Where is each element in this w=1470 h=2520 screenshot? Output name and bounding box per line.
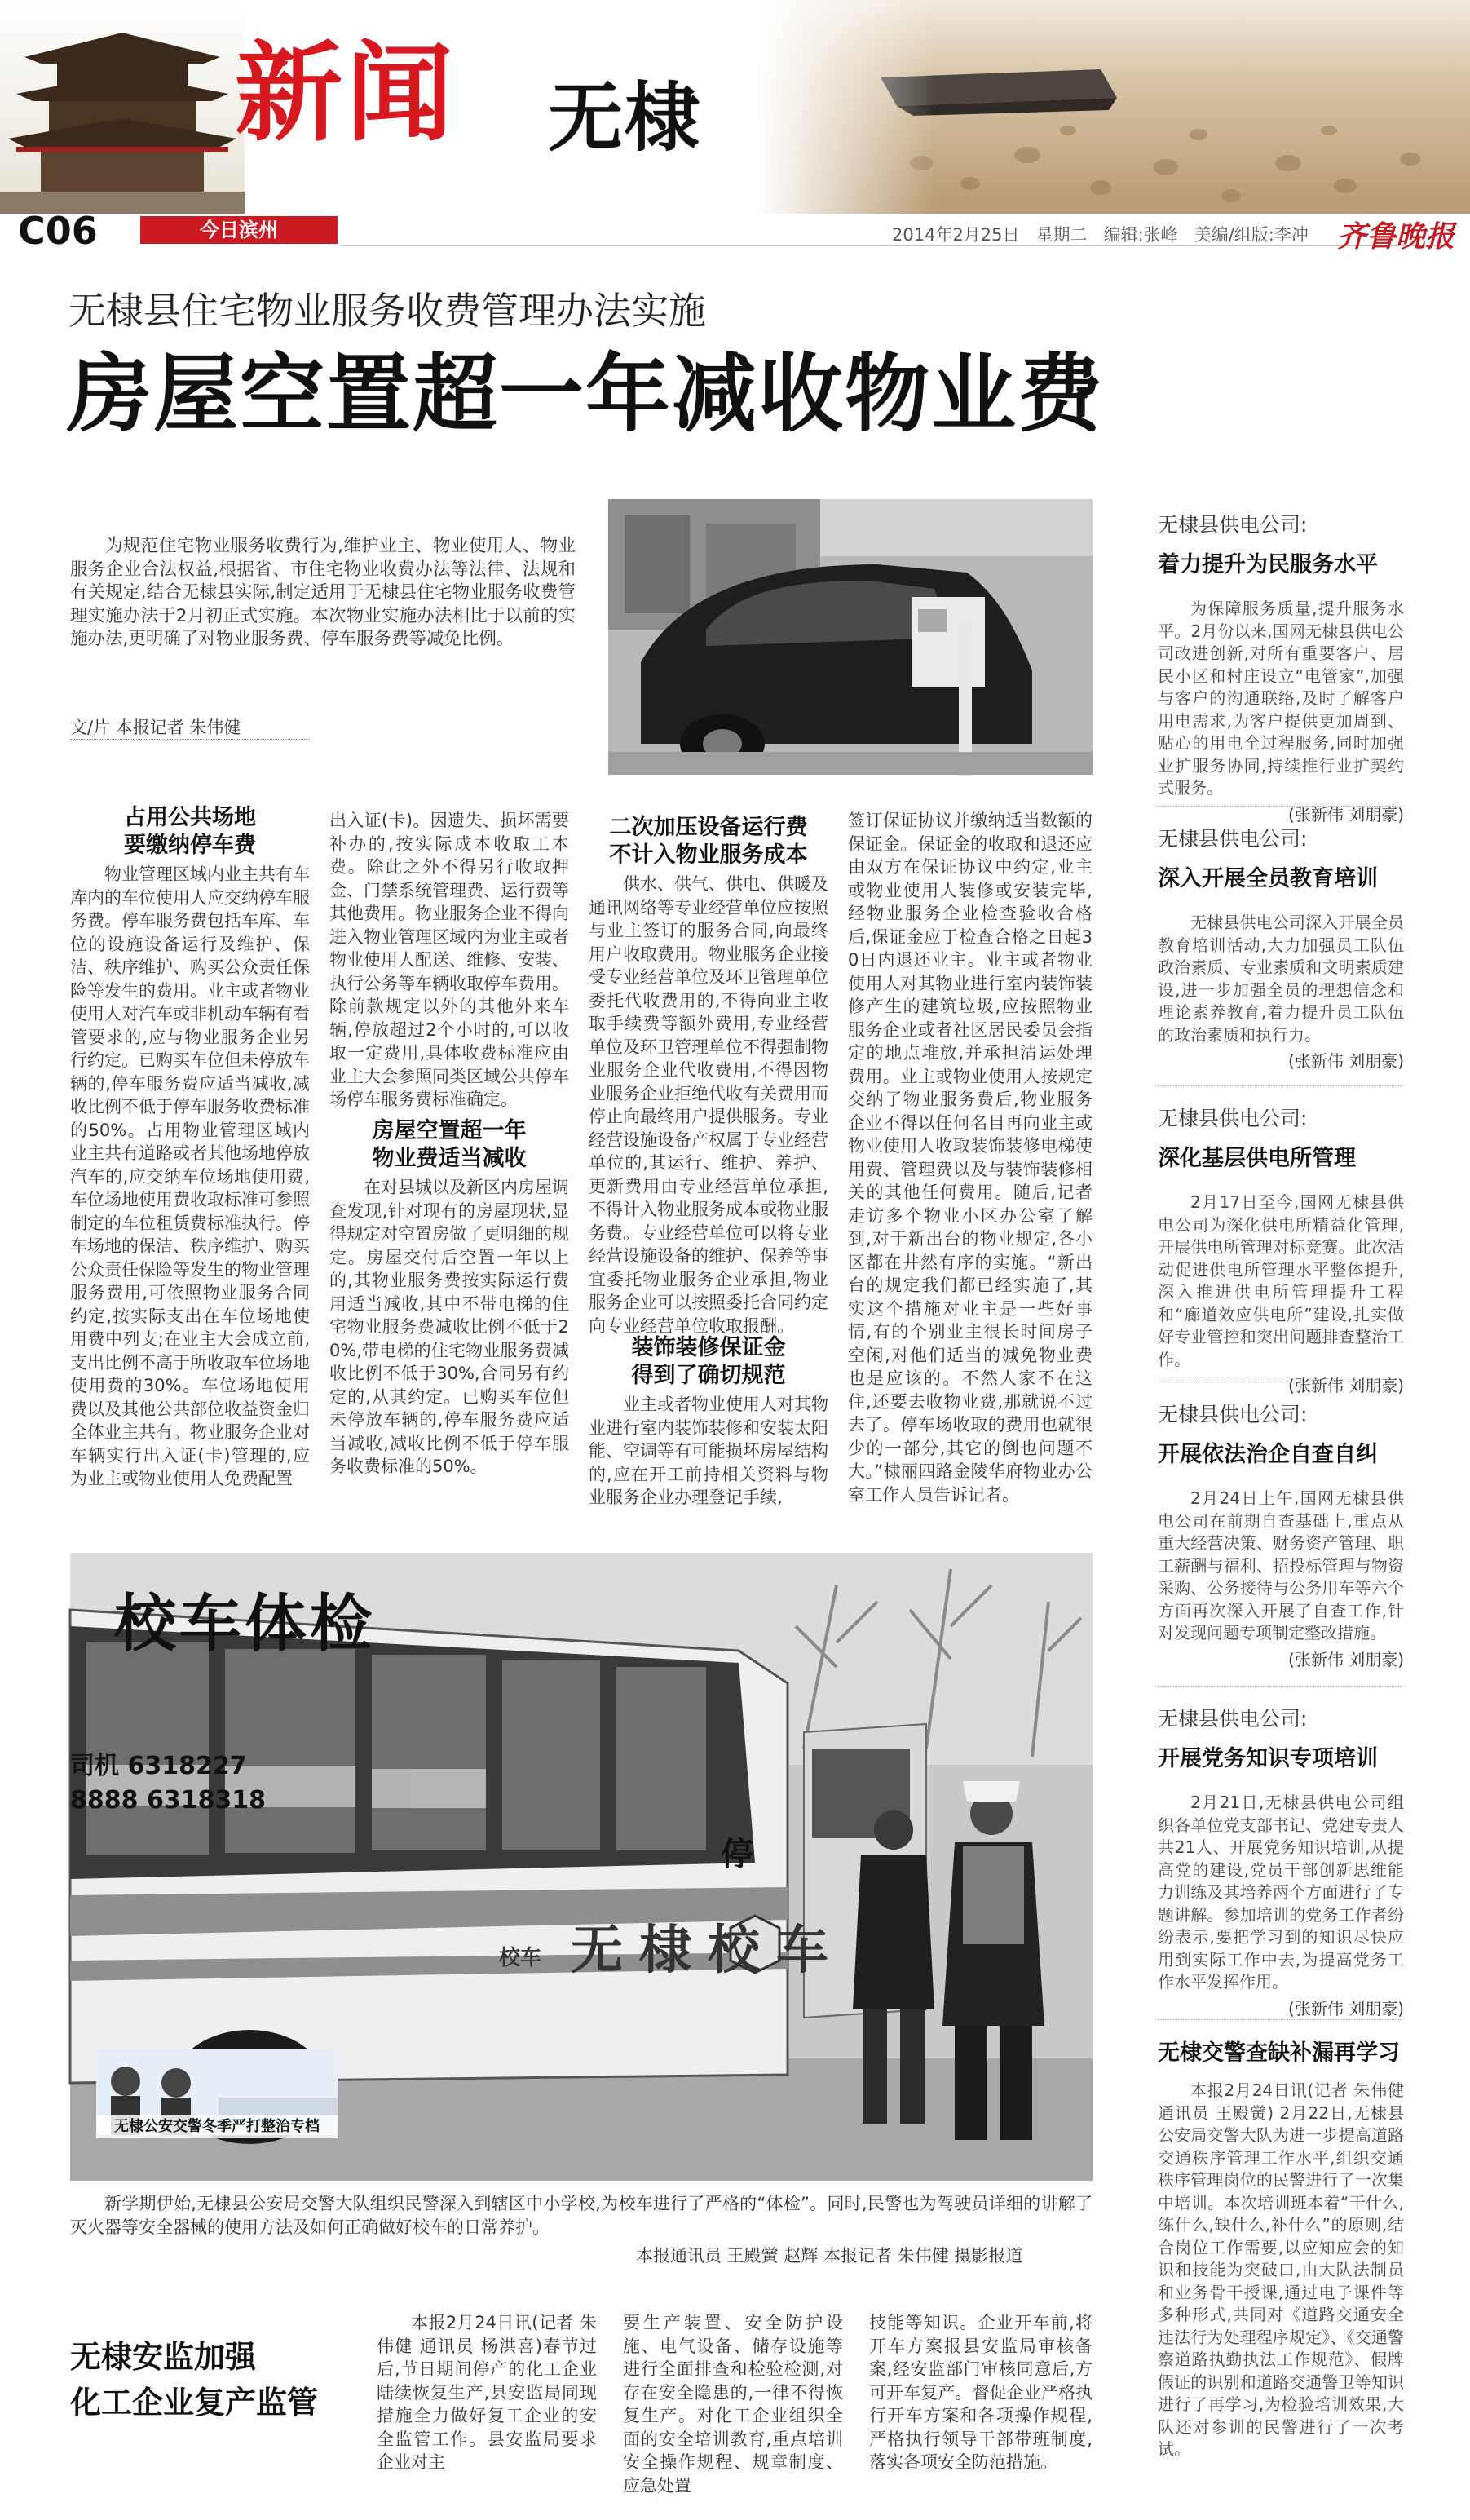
bottom-column-1: 本报2月24日讯(记者 朱伟健 通讯员 杨洪喜)春节过后,节日期间停产的化工企业陆续恢复生产,县安监局同现措施全力做好复工企业的安全监管工作。县安监局要求企业对主 — [377, 2313, 597, 2472]
sidebar-article-title: 无棣交警查缺补漏再学习 — [1158, 2040, 1400, 2066]
bus-phone-1: 司机 6318227 — [70, 1752, 247, 1780]
sidebar-item-title: 着力提升为民服务水平 — [1158, 552, 1378, 577]
lead-photo-car-gate — [608, 499, 1093, 775]
col3-subhead-2 — [589, 1334, 828, 1390]
bottom-column-2: 要生产装置、安全防护设施、电气设备、储存设施等进行全面排查和检验检测,对存在安全隐患的,一律不得恢复生产。对化工企业组织全面的安全培训教育,重点培训安全操作规程、规章制度、应急处置 — [623, 2313, 843, 2496]
col1-subhead-line1: 占用公共场地 — [124, 805, 256, 830]
lead-intro: 为规范住宅物业服务收费行为,维护业主、物业使用人、物业服务企业合法权益,根据省、市住宅物业收费办法等法律、法规和有关规定,结合无棣县实际,制定适用于无棣县住宅物业服务收费管理实施办法于2月初正式实施。本次物业实施办法相比于以前的实施办法,更明确了对物业服务费、停车服务费等减免比例。 — [70, 536, 576, 649]
sidebar-item-title: 开展依法治企自查自纠 — [1158, 1442, 1378, 1467]
sidebar-item-title: 深入开展全员教育培训 — [1158, 866, 1378, 891]
sidebar-item-author: (张新伟 刘朋豪) — [1288, 1051, 1404, 1071]
issue-info — [892, 222, 1309, 246]
lead-column-4: 签订保证协议并缴纳适当数额的保证金。保证金的收取和退还应由双方在保证协议中约定,业主或物业使用人装修或安装完毕,经物业服务企业检查验收合格后,保证金应于检查合格之日起30日内退还业主。业主或者物业使用人对其物业进行室内装饰装修产生的建筑垃圾,应按照物业服务企业或者社区居民委员会指定的地点堆放,并承担清运处理费用。业主或物业使用人按规定交纳了物业服务费后,物业服务企业不得以任何名目再向业主或物业使用人收取装饰装修电梯使用费、管理费以及与装饰装修相关的其他任何费用。随后,记者走访多个物业小区办公室了解到,对于新出台的物业规定,各小区都在井然有序的实施。“新出台的规定我们都已经实施了,其实这个措施对业主是一些好事情,有的个别业主很长时间房子空闲,对他们适当的减免物业费也是应该的。不然人家不在这住,还要去收物业费,那就说不过去了。停车场收取的费用也就很少的一部分,其它的倒也问题不大。”棣丽四路金陵华府物业办公室工作人员告诉记者。 — [848, 811, 1093, 1505]
sidebar-article — [1158, 2035, 1404, 2520]
bottom-headline-line1: 无棣安监加强 — [70, 2339, 257, 2375]
sidebar-item — [1158, 823, 1404, 1076]
lead-column-3b: 业主或者物业使用人对其物业进行室内装饰装修和安装太阳能、空调等有可能损坏房屋结构的,应在开工前持相关资料与物业服务企业办理登记手续, — [589, 1395, 828, 1507]
sidebar — [1158, 509, 1404, 2520]
byline-rule — [70, 739, 310, 740]
sidebar-item-title: 深化基层供电所管理 — [1158, 1146, 1356, 1171]
sidebar-item-org: 无棣县供电公司: — [1158, 1403, 1308, 1426]
sidebar-item-org: 无棣县供电公司: — [1158, 1707, 1308, 1731]
sidebar-article-body: 本报2月24日讯(记者 朱伟健 通讯员 王殿黉) 2月22日,无棣县公安局交警大队为进一步提高道路交通秩序管理工作水平,组织交通秩序管理岗位的民警进行了一次集中培训。本次培训班本着“干什么,练什么,缺什么,补什么”的原则,结合岗位工作需要,以应知应会的知识和技能为突破口,由大队法制员和业务骨干授课,通过电子课件等多种形式,共同对《道路交通安全违法行为处理程序规定》、《交通警察道路执勤执法工作规范》、假牌假证的识别和道路交通警卫等知识进行了再学习,为检验培训效果,大队还对参训的民警进行了一次考试。 — [1158, 2080, 1404, 2459]
bus-brand-text: 无棣校车 — [571, 1921, 845, 1981]
lead-column-1: 物业管理区域内业主共有车库内的车位使用人应交纳停车服务费。停车服务费包括车库、车位的设施设备运行及维护、保洁、秩序维护、购买公众责任保险等发生的费用。业主或者物业使用人对汽车或非机动车辆有看管要求的,应与物业服务企业另行约定。已购买车位但未停放车辆的,停车服务费应适当减收,减收比例不低于停车服务收费标准的50%。占用物业管理区域内业主共有道路或者其他场地停放汽车的,应交纳车位场地使用费,车位场地使用费收取标准可参照制定的车位租赁费标准执行。停车场地的保洁、秩序维护、购买公众责任保险等发生的物业管理服务费用,可依照物业服务合同约定,按实际支出在车位场地使用费中列支;在业主大会成立前,支出比例不高于所收取车位场地使用费的30%。车位场地使用费以及其他公共部位收益资金归全体业主共有。物业服务企业对车辆实行出入证(卡)管理的,应为业主或物业使用人免费配置 — [70, 864, 310, 1488]
sidebar-item-body: 为保障服务质量,提升服务水平。2月份以来,国网无棣县供电公司改进创新,对所有重要客户、居民小区和村庄设立“电管家”,加强与客户的沟通联络,及时了解客户用电需求,为客户提供更加周到、贴心的用电全过程服务,同时加强业扩服务协同,持续推行业扩契约式服务。 — [1158, 599, 1404, 798]
col1-subhead-line2: 要缴纳停车费 — [124, 833, 256, 858]
sidebar-item-title: 开展党务知识专项培训 — [1158, 1746, 1378, 1771]
col3-subhead-line1: 二次加压设备运行费 — [609, 815, 808, 840]
sidebar-item-author: (张新伟 刘朋豪) — [1288, 804, 1404, 825]
sidebar-divider — [1158, 1085, 1404, 1086]
col2-subhead-line1: 房屋空置超一年 — [372, 1118, 527, 1143]
paper-logo: 齐鲁晚报 — [1337, 219, 1455, 254]
masthead — [0, 0, 1470, 254]
sidebar-item-body: 2月17日至今,国网无棣县供电公司为深化供电所精益化管理,开展供电所管理对标竞赛。此次活动促进供电所管理水平整体提升,深入推进供电所管理提升工程和“廊道效应供电所”建设,扎实做好专业管控和突出问题排查整治工作。 — [1158, 1192, 1404, 1369]
pagoda-image — [0, 0, 245, 214]
col3-subhead2-line1: 装饰装修保证金 — [631, 1335, 786, 1360]
sidebar-item-author: (张新伟 刘朋豪) — [1288, 1998, 1404, 2018]
sidebar-item-author: (张新伟 刘朋豪) — [1288, 1376, 1404, 1395]
masthead-title-small: 无棣 — [548, 74, 702, 161]
sidebar-item-body: 2月21日,无棣县供电公司组织各单位党支部书记、党建专责人共21人、开展党务知识培训,从提高党的建设,党员干部创新思维能力训练及其培养两个方面进行了专题讲解。参加培训的党务工作者纷纷表示,要把学习到的知识尽快应用到实际工作中去,为提高党务工作水平发挥作用。 — [1158, 1793, 1404, 1992]
section-tag: 今日滨州 — [140, 216, 338, 244]
lead-column-2b: 在对县城以及新区内房屋调查发现,针对现有的房屋现状,显得规定对空置房做了更明细的规定。房屋交付后空置一年以上的,其物业服务费按实际运行费用适当减收,其中不带电梯的住宅物业服务费减收比例不低于20%,带电梯的住宅物业服务费减收比例不低于30%,合同另有约定的,从其约定。已购买车位但未停放车辆的,停车服务费应适当减收,减收比例不低于停车服务收费标准的50%。 — [329, 1178, 569, 1476]
lead-kicker: 无棣县住宅物业服务收费管理办法实施 — [68, 289, 706, 333]
sidebar-item-body: 2月24日上午,国网无棣县供电公司在前期自查基础上,重点从重大经营决策、财务资产管理、职工薪酬与福利、招投标管理与物资采购、公务接待与公务用车等六个方面再次深入开展了自查工作,针对发现问题专项制定整改措施。 — [1158, 1488, 1404, 1642]
photo-feature-credit: 本报通讯员 王殿黉 赵辉 本报记者 朱伟健 摄影报道 — [636, 2246, 1023, 2266]
col3-subhead — [589, 814, 828, 869]
lead-column-2: 出入证(卡)。因遗失、损坏需要补办的,按实际成本收取工本费。除此之外不得另行收取押金、门禁系统管理费、运行费等其他费用。物业服务企业不得向进入物业管理区域内为业主或者物业使用人配送、维修、安装、执行公务等车辆收取停车费用。除前款规定以外的其他外来车辆,停放超过2个小时的,可以收取一定费用,具体收费标准应由业主大会参照同类区域公共停车场停车服务费标准确定。 — [329, 811, 569, 1109]
col2-subhead — [329, 1117, 569, 1173]
lead-byline: 文/片 本报记者 朱伟健 — [70, 718, 241, 737]
sidebar-item-org: 无棣县供电公司: — [1158, 513, 1308, 537]
bottom-headline — [70, 2334, 364, 2425]
sidebar-item — [1158, 1399, 1404, 1676]
photo-feature-caption: 新学期伊始,无棣县公安局交警大队组织民警深入到辖区中小学校,为校车进行了严格的“体检”。同时,民警也为驾驶员详细的讲解了灭火器等安全器械的使用方法及如何正确做好校车的日常养护。 — [70, 2194, 1093, 2237]
col1-subhead — [70, 804, 310, 860]
sidebar-item — [1158, 509, 1404, 825]
col2-subhead-line2: 物业费适当减收 — [372, 1146, 527, 1171]
issue-designer: 美编/组版:李冲 — [1194, 225, 1309, 245]
issue-editor: 编辑:张峰 — [1103, 225, 1178, 245]
bus-school-label: 校车 — [499, 1946, 542, 1970]
sidebar-item-org: 无棣县供电公司: — [1158, 1107, 1308, 1130]
bottom-column-3: 技能等知识。企业开车前,将开车方案报县安监局审核备案,经安监部门审核同意后,方可开车复产。督促企业严格执行开车方案和各项操作规程,严格执行领导干部带班制度,落实各项安全防范措施。 — [869, 2313, 1093, 2472]
beach-pebbles-image — [758, 0, 1470, 214]
lead-column-3: 供水、供气、供电、供暖及通讯网络等专业经营单位应按照与业主签订的服务合同,向最终用户收取费用。物业服务企业接受专业经营单位及环卫管理单位委托代收费用的,不得向业主收取手续费等额外费用,专业经营单位及环卫管理单位不得强制物业服务企业代收费用,不得因物业服务企业拒绝代收有关费用而停止向最终用户提供服务。专业经营设施设备产权属于专业经营单位的,其运行、维护、养护、更新费用由专业经营单位承担,不得计入物业服务成本或物业服务费。专业经营单位可以将专业经营设施设备的维护、保养等事宜委托物业服务企业承担,物业服务企业可以按照委托合同约定向专业经营单位收取报酬。 — [589, 874, 828, 1336]
issue-date: 2014年2月25日 — [892, 225, 1020, 245]
inset-caption: 无棣公安交警冬季严打整治专档 — [96, 2115, 338, 2138]
sidebar-item-org: 无棣县供电公司: — [1158, 827, 1308, 851]
sidebar-item-author: (张新伟 刘朋豪) — [1288, 1649, 1404, 1669]
col3-subhead-line2: 不计入物业服务成本 — [609, 842, 808, 868]
lead-headline: 房屋空置超一年减收物业费 — [67, 344, 1105, 444]
photo-feature-title: 校车体检 — [114, 1587, 375, 1660]
sidebar-item-body: 无棣县供电公司深入开展全员教育培训活动,大力加强员工队伍政治素质、专业素质和文明素质建设,进一步加强全员的理想信念和理论素养教育,着力提升员工队伍的政治素质和执行力。 — [1158, 913, 1404, 1045]
col3-subhead2-line2: 得到了确切规范 — [631, 1363, 786, 1388]
sidebar-divider — [1158, 2019, 1404, 2020]
issue-weekday: 星期二 — [1035, 225, 1088, 245]
sidebar-item — [1158, 1103, 1404, 1395]
bottom-headline-line2: 化工企业复产监管 — [70, 2385, 319, 2421]
sidebar-item — [1158, 1703, 1404, 2018]
page-code: C06 — [18, 209, 98, 253]
masthead-title-big: 新闻 — [235, 31, 457, 157]
bus-stop-sign: 停 — [721, 1836, 753, 1873]
bus-phone-2: 8888 6318318 — [70, 1786, 267, 1815]
sidebar-divider — [1158, 1686, 1404, 1687]
